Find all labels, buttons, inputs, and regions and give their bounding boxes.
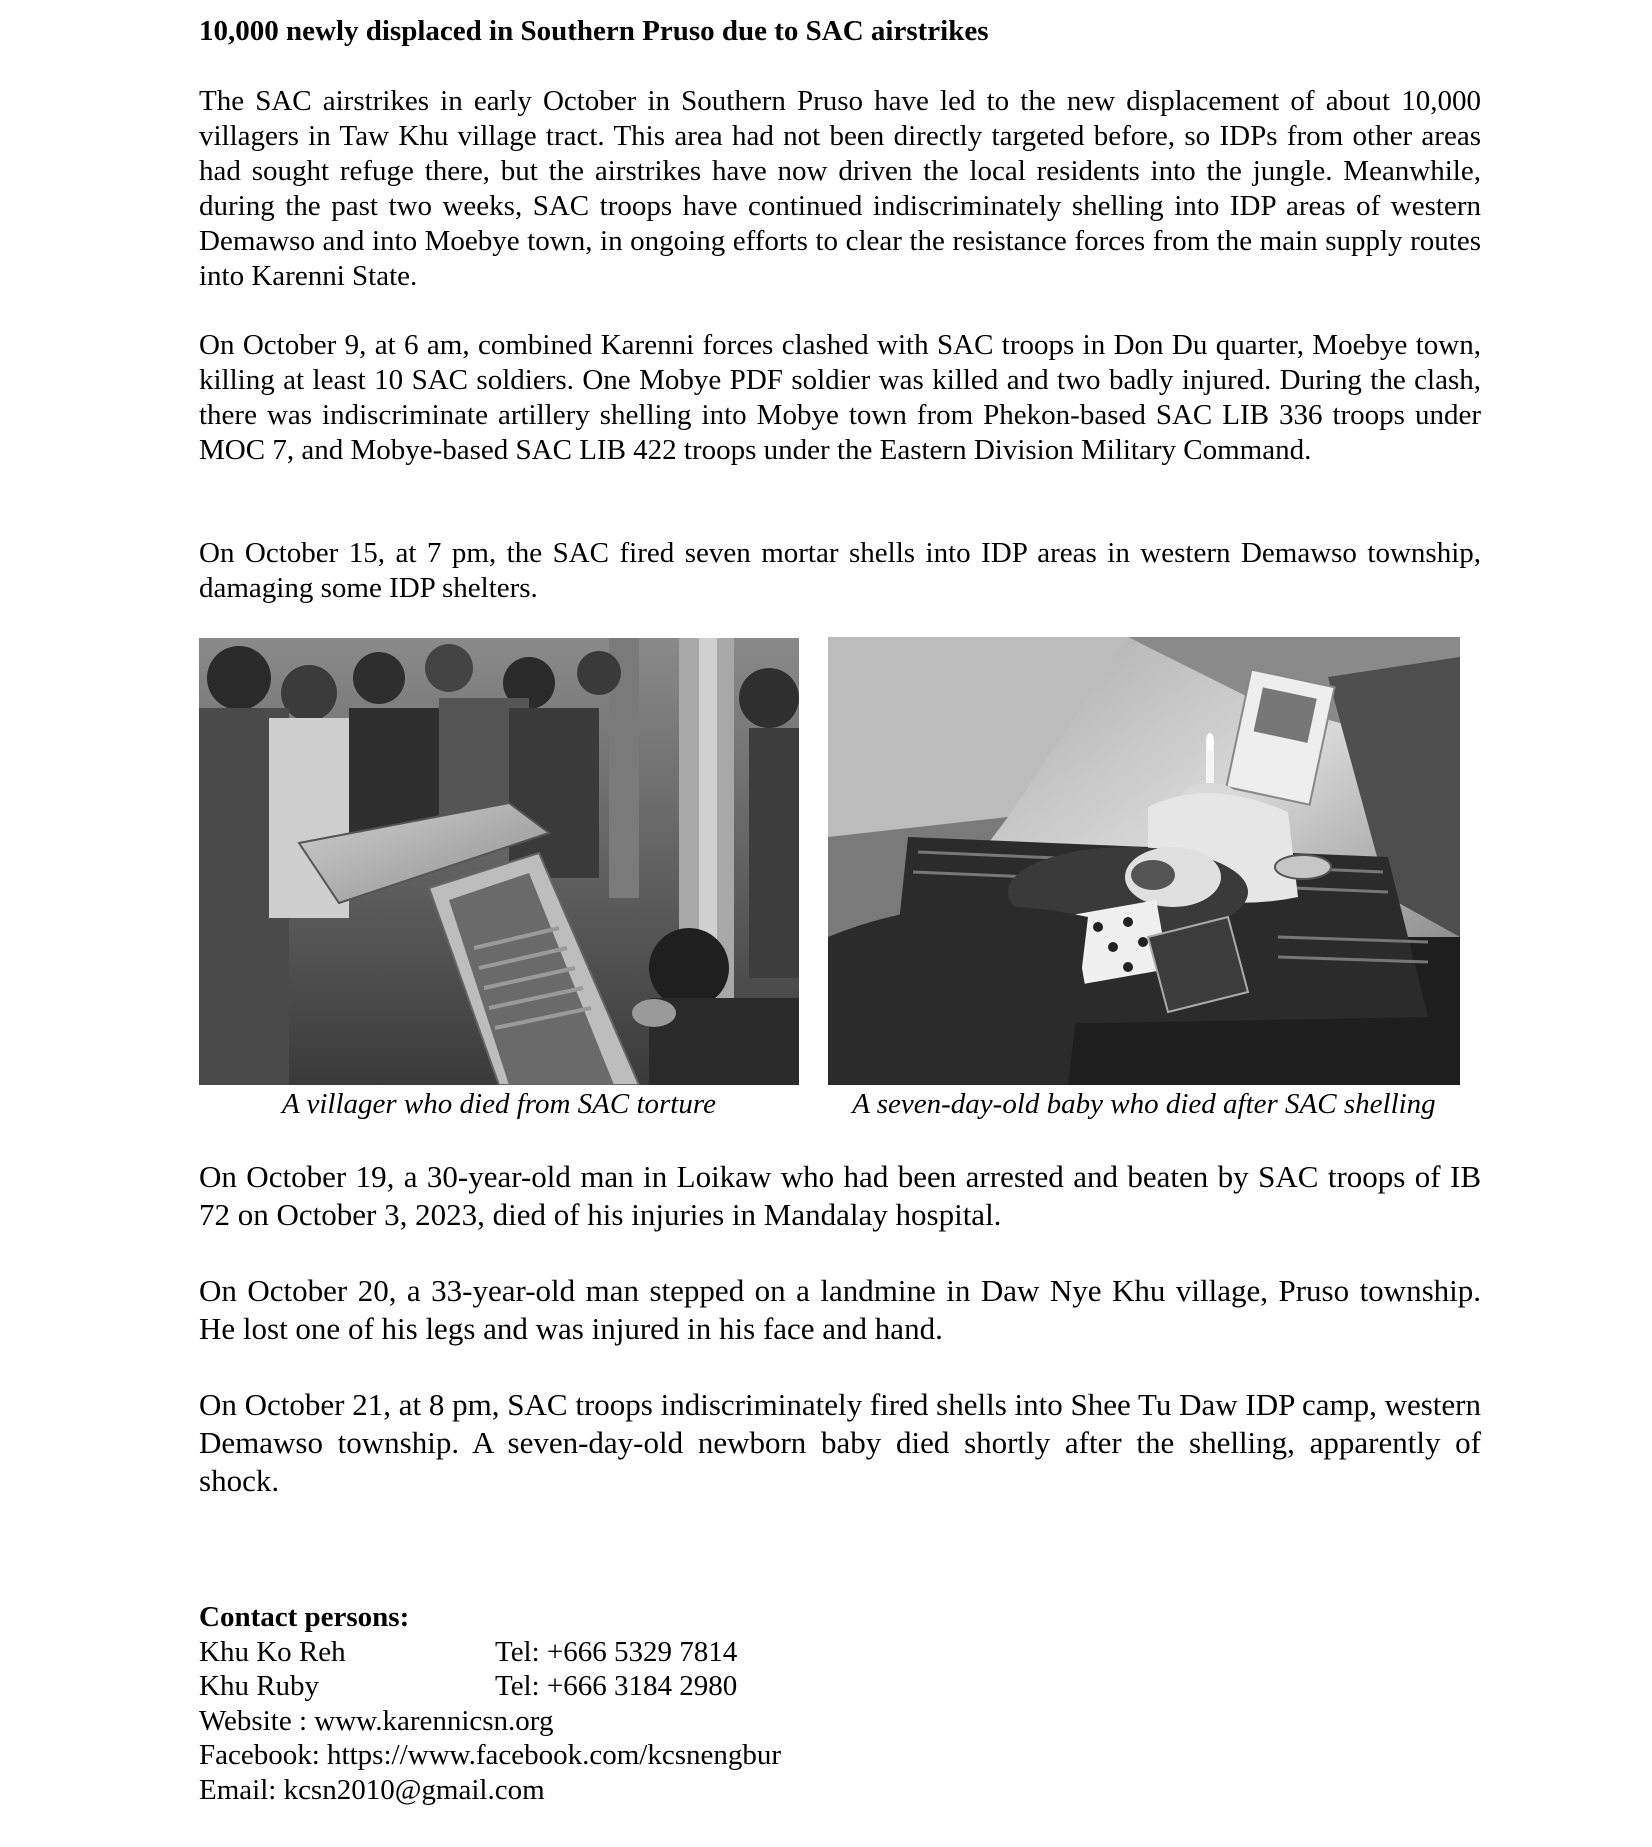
contact-section [199, 1600, 781, 1807]
article-paragraph: The SAC airstrikes in early October in Southern Pruso have led to the new displacement of about 10,000 villagers in Taw Khu village tract. This area had not been directly targeted before, so IDPs from other areas had sought refuge there, but the airstrikes have now driven the local residents into the jungle. Meanwhile, during the past two weeks, SAC troops have continued indiscriminately shelling into IDP areas of western Demawso and into Moebye town, in ongoing efforts to clear the resistance forces from the main supply routes into Karenni State. [199, 85, 1481, 292]
article-paragraph: On October 20, a 33-year-old man stepped on a landmine in Daw Nye Khu village, Pruso township. He lost one of his legs and was injured in his face and hand. [199, 1273, 1481, 1346]
article-paragraph: On October 15, at 7 pm, the SAC fired seven mortar shells into IDP areas in western Demawso township, damaging some IDP shelters. [199, 537, 1481, 604]
contact-email: Email: kcsn2010@gmail.com [199, 1773, 545, 1806]
contact-phone: Tel: +666 3184 2980 [495, 1670, 738, 1702]
article-paragraph: On October 19, a 30-year-old man in Loikaw who had been arrested and beaten by SAC troops of IB 72 on October 3, 2023, died of his injuries in Mandalay hospital. [199, 1159, 1481, 1232]
contact-name: Khu Ko Reh [199, 1635, 346, 1668]
contact-heading: Contact persons: [199, 1601, 410, 1633]
article-headline: 10,000 newly displaced in Southern Pruso due to SAC airstrikes [199, 15, 989, 47]
article-paragraph: On October 9, at 6 am, combined Karenni forces clashed with SAC troops in Don Du quarter, Moebye town, killing at least 10 SAC soldiers. One Mobye PDF soldier was killed and two badly injured. During the clash, there was indiscriminate artillery shelling into Mobye town from Phekon-based SAC LIB 336 troops under MOC 7, and Mobye-based SAC LIB 422 troops under the Eastern Division Military Command. [199, 329, 1481, 466]
contact-facebook: Facebook: https://www.facebook.com/kcsnengbur [199, 1739, 782, 1771]
contact-person-row [199, 1635, 781, 1670]
photo-caption-left: A villager who died from SAC torture [282, 1088, 716, 1120]
contact-name: Khu Ruby [199, 1670, 320, 1702]
article-paragraph: On October 21, at 8 pm, SAC troops indiscriminately fired shells into Shee Tu Daw IDP camp, western Demawso township. A seven-day-old newborn baby died shortly after the shelling, apparently of shock. [199, 1387, 1481, 1498]
photo-caption-right: A seven-day-old baby who died after SAC shelling [852, 1088, 1436, 1120]
contact-phone: Tel: +666 5329 7814 [495, 1635, 738, 1668]
tent-photo [828, 637, 1460, 1085]
contact-website: Website : www.karennicsn.org [199, 1704, 554, 1737]
funeral-photo [199, 638, 799, 1085]
contact-person-row [199, 1669, 781, 1704]
